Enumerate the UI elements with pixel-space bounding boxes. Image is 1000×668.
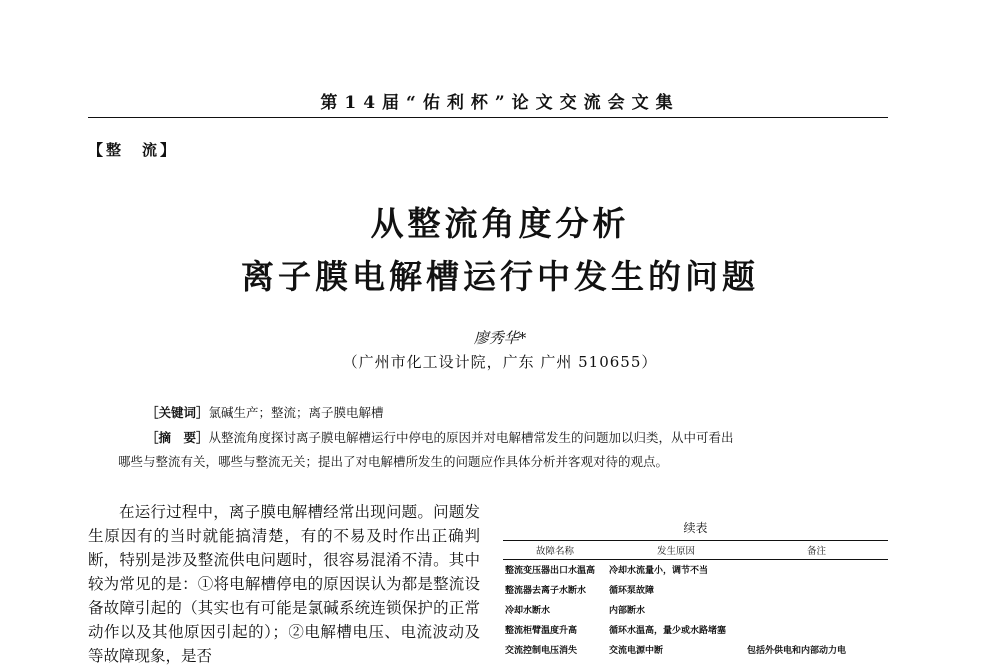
paper-title-line-1: 从整流角度分析 — [370, 204, 630, 243]
table-cell — [745, 560, 888, 581]
table-cell: 整流柜臂温度升高 — [505, 626, 578, 636]
table-cell: 内部断水 — [609, 606, 646, 616]
running-header: 第14届“佑利杯”论文交流会文集 — [320, 93, 680, 113]
abstract-label: ［摘 要］ — [146, 430, 209, 445]
table-cell — [745, 620, 888, 640]
table-row — [503, 580, 888, 600]
table-cell: 交流控制电压消失 — [505, 646, 578, 656]
table-cell: 冷却水流量小，调节不当 — [609, 566, 709, 576]
table-cell: 包括外供电和内部动力电 — [747, 646, 847, 656]
table-caption: 续表 — [683, 521, 708, 535]
section-tag: 【整 流】 — [88, 141, 179, 159]
abstract-line-1 — [146, 427, 734, 449]
abstract-line-2: 哪些与整流有关，哪些与整流无关；提出了对电解槽所发生的问题应作具体分析并客观对待的观点。 — [118, 454, 669, 469]
table-row — [503, 620, 888, 640]
table-cell: 整流器去离子水断水 — [505, 586, 587, 596]
table-row — [503, 640, 888, 660]
keywords-text: 氯碱生产；整流；离子膜电解槽 — [208, 405, 384, 420]
table-row — [503, 560, 888, 581]
table-cell — [745, 600, 888, 620]
table-row — [503, 600, 888, 620]
fault-table — [503, 519, 888, 660]
author-affiliation: （广州市化工设计院，广东 广州 510655） — [342, 353, 658, 371]
abstract-text-1: 从整流角度探讨离子膜电解槽运行中停电的原因并对电解槽常发生的问题加以归类，从中可看出 — [208, 430, 734, 445]
table-cell: 冷却水断水 — [505, 606, 551, 616]
author-name: 廖秀华* — [473, 329, 527, 347]
table-header-cell: 故障名称 — [503, 541, 607, 560]
table-header-row — [503, 541, 888, 560]
table-grid — [503, 540, 888, 660]
keywords — [146, 402, 384, 424]
table-cell — [745, 580, 888, 600]
paper-title-line-2: 离子膜电解槽运行中发生的问题 — [241, 257, 759, 296]
table-header-cell: 备注 — [745, 541, 888, 560]
table-cell: 循环泵故障 — [609, 586, 655, 596]
body-column-left — [88, 500, 480, 668]
keywords-label: ［关键词］ — [146, 405, 209, 420]
table-cell: 循环水温高，量少或水路堵塞 — [609, 626, 727, 636]
table-header-cell: 发生原因 — [607, 541, 745, 560]
table-cell: 交流电源中断 — [609, 646, 664, 656]
table-cell: 整流变压器出口水温高 — [505, 566, 596, 576]
body-paragraph: 在运行过程中，离子膜电解槽经常出现问题。问题发生原因有的当时就能搞清楚，有的不易及时作出正确判断，特别是涉及整流供电问题时，很容易混淆不清。其中较为常见的是：①将电解槽停电的原因误认为都是整流设备故障引起的（其实也有可能是氯碱系统连锁保护的正常动作以及其他原因引起的）；②电解槽电压、电流波动及等故障现象，是否 — [88, 503, 480, 665]
header-rule — [88, 117, 888, 118]
